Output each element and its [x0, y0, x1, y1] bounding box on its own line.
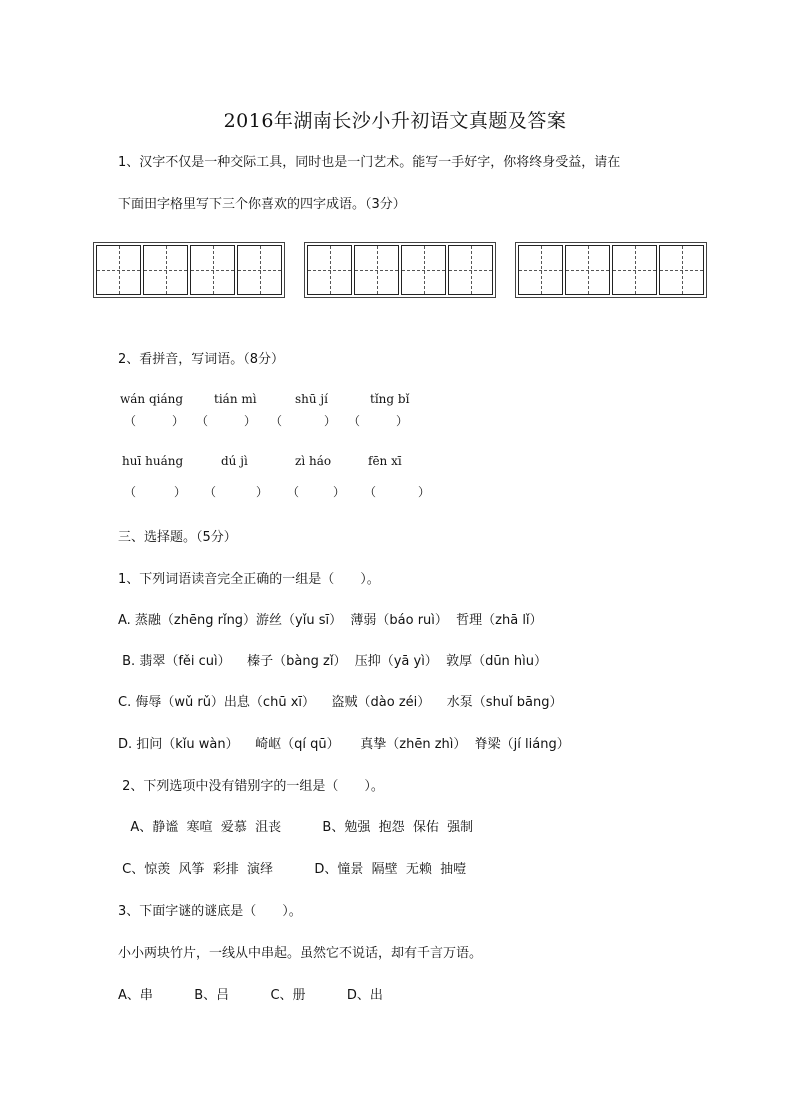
answer-blank-close: ）	[396, 414, 409, 428]
riddle-options: A、串 B、吕 C、册 D、出	[118, 988, 383, 1003]
pinyin-1-4: tǐng bǐ	[370, 392, 410, 406]
answer-blank-open: （	[124, 485, 137, 499]
answer-blank-open: （	[364, 485, 377, 499]
pinyin-2-4: fēn xī	[368, 454, 402, 468]
answer-blank-open: （	[270, 414, 283, 428]
riddle-text: 小小两块竹片，一线从中串起。虽然它不说话，却有千言万语。	[118, 946, 483, 961]
writing-grid-1[interactable]	[93, 242, 285, 298]
answer-blank-open: （	[287, 485, 300, 499]
question-1-line-1: 1、汉字不仅是一种交际工具，同时也是一门艺术。能写一手好字，你将终身受益，请在	[118, 155, 621, 170]
answer-blank-close: ）	[333, 485, 346, 499]
answer-blank-open: （	[348, 414, 361, 428]
grid-cell[interactable]	[96, 245, 141, 295]
answer-blank-close: ）	[418, 485, 431, 499]
grid-cell[interactable]	[565, 245, 610, 295]
question-2-heading: 2、看拼音，写词语。（8分）	[118, 352, 285, 367]
answer-blank-open: （	[204, 485, 217, 499]
answer-blank-close: ）	[244, 414, 257, 428]
grid-cell[interactable]	[237, 245, 282, 295]
answer-blank-close: ）	[174, 485, 187, 499]
option-a: A. 蒸融（zhēng rǐng）游丝（yǐu sī） 薄弱（báo ruì） 哲理（zhā lǐ）	[118, 613, 543, 628]
writing-grid-2[interactable]	[304, 242, 496, 298]
pinyin-2-1: huī huáng	[122, 454, 184, 468]
options-ab: A、静谧 寒喧 爱慕 沮丧 B、勉强 抱怨 保佑 强制	[118, 820, 474, 835]
pinyin-2-3: zì háo	[295, 454, 332, 468]
options-cd: C、惊羡 风筝 彩排 演绎 D、憧景 隔壁 无赖 抽噎	[118, 862, 467, 877]
answer-blank-open: （	[196, 414, 209, 428]
grid-cell[interactable]	[659, 245, 704, 295]
writing-grid-3[interactable]	[515, 242, 707, 298]
grid-cell[interactable]	[190, 245, 235, 295]
grid-cell[interactable]	[143, 245, 188, 295]
option-d: D. 扣问（kǐu wàn） 崎岖（qí qū） 真挚（zhēn zhì） 脊梁（jí liáng）	[118, 737, 570, 752]
option-b: B. 翡翠（fěi cuì） 榛子（bàng zǐ） 压抑（yā yì） 敦厚（dūn hìu）	[118, 654, 548, 669]
answer-blank-close: ）	[256, 485, 269, 499]
pinyin-1-3: shū jí	[295, 392, 328, 406]
grid-cell[interactable]	[448, 245, 493, 295]
pinyin-1-2: tián mì	[214, 392, 257, 406]
question-3-2: 2、下列选项中没有错别字的一组是（ ）。	[118, 779, 384, 794]
answer-blank-open: （	[124, 414, 137, 428]
grid-cell[interactable]	[354, 245, 399, 295]
grid-cell[interactable]	[612, 245, 657, 295]
option-c: C. 侮辱（wǔ rǔ）出息（chū xī） 盗贼（dào zéi） 水泵（shuǐ bāng）	[118, 695, 563, 710]
pinyin-1-1: wán qiáng	[120, 392, 184, 406]
grid-cell[interactable]	[518, 245, 563, 295]
question-3-1: 1、下列词语读音完全正确的一组是（ ）。	[118, 572, 380, 587]
question-1-line-2: 下面田字格里写下三个你喜欢的四字成语。（3分）	[118, 197, 406, 212]
answer-blank-close: ）	[172, 414, 185, 428]
pinyin-2-2: dú jì	[221, 454, 248, 468]
grid-cell[interactable]	[307, 245, 352, 295]
page-title: 2016年湖南长沙小升初语文真题及答案	[223, 110, 567, 132]
question-3-3: 3、下面字谜的谜底是（ ）。	[118, 904, 302, 919]
section-3-heading: 三、选择题。（5分）	[118, 530, 237, 545]
grid-cell[interactable]	[401, 245, 446, 295]
answer-blank-close: ）	[324, 414, 337, 428]
